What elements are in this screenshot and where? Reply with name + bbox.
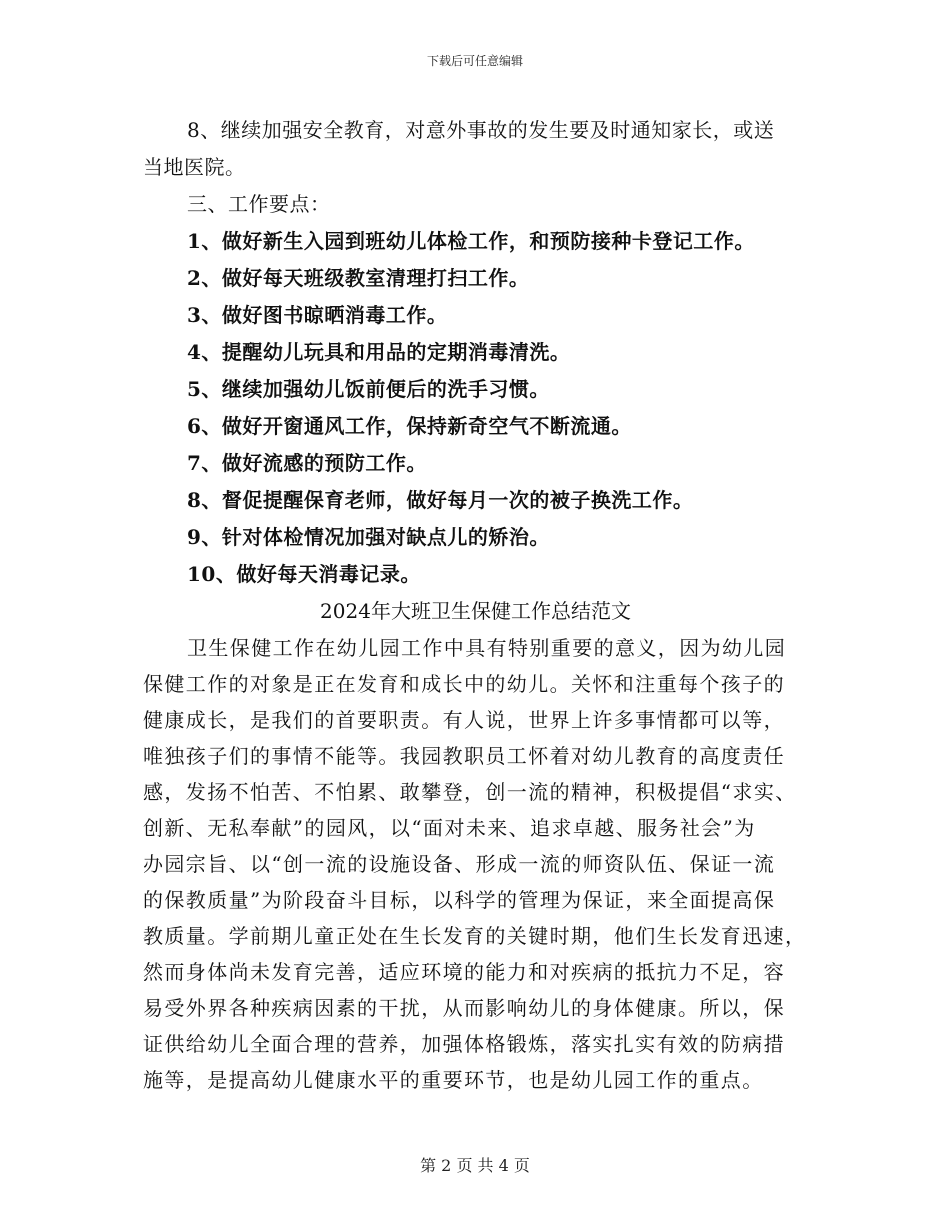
intro-line: 8、继续加强安全教育，对意外事故的发生要及时通知家长，或送 bbox=[187, 118, 775, 142]
paragraph-line: 感，发扬不怕苦、不怕累、敢攀登，创一流的精神，积极提倡“求实、 bbox=[143, 780, 797, 804]
paragraph-line: 唯独孩子们的事情不能等。我园教职员工怀着对幼儿教育的高度责任 bbox=[143, 744, 785, 768]
list-item: 1、做好新生入园到班幼儿体检工作，和预防接种卡登记工作。 bbox=[187, 229, 755, 253]
paragraph-line: 教质量。学前期儿童正处在生长发育的关键时期，他们生长发育迅速， bbox=[143, 924, 807, 948]
list-item: 2、做好每天班级教室清理打扫工作。 bbox=[187, 266, 530, 290]
paragraph-line: 创新、无私奉献”的园风，以“面对未来、追求卓越、服务社会”为 bbox=[143, 816, 756, 840]
section-heading: 三、工作要点： bbox=[187, 192, 331, 216]
list-item: 3、做好图书晾晒消毒工作。 bbox=[187, 303, 448, 327]
page-number: 第 2 页 共 4 页 bbox=[420, 1156, 530, 1175]
page-header: 下载后可任意编辑 bbox=[426, 54, 523, 68]
paragraph-line: 的保教质量”为阶段奋斗目标，以科学的管理为保证，来全面提高保 bbox=[143, 888, 776, 912]
paragraph-line: 证供给幼儿全面合理的营养，加强体格锻炼，落实扎实有效的防病措 bbox=[143, 1032, 785, 1056]
paragraph-line: 健康成长，是我们的首要职责。有人说，世界上许多事情都可以等， bbox=[143, 708, 785, 732]
paragraph-line: 然而身体尚未发育完善，适应环境的能力和对疾病的抵抗力不足，容 bbox=[143, 960, 785, 984]
list-item: 4、提醒幼儿玩具和用品的定期消毒清洗。 bbox=[187, 340, 571, 364]
paragraph-line: 办园宗旨、以“创一流的设施设备、形成一流的师资队伍、保证一流 bbox=[143, 852, 776, 876]
work-points-list bbox=[143, 223, 808, 593]
paragraph-line: 卫生保健工作在幼儿园工作中具有特别重要的意义，因为幼儿园 bbox=[187, 636, 787, 660]
list-item: 6、做好开窗通风工作，保持新奇空气不断流通。 bbox=[187, 414, 632, 438]
list-item: 9、针对体检情况加强对缺点儿的矫治。 bbox=[187, 525, 550, 549]
document-body bbox=[143, 112, 808, 1098]
list-item: 5、继续加强幼儿饭前便后的洗手习惯。 bbox=[187, 377, 550, 401]
paragraph-line: 施等，是提高幼儿健康水平的重要环节，也是幼儿园工作的重点。 bbox=[143, 1068, 764, 1092]
list-item: 10、做好每天消毒记录。 bbox=[187, 562, 421, 586]
article-title: 2024年大班卫生保健工作总结范文 bbox=[320, 599, 631, 623]
paragraph-line: 易受外界各种疾病因素的干扰，从而影响幼儿的身体健康。所以，保 bbox=[143, 996, 785, 1020]
intro-line: 当地医院。 bbox=[143, 155, 246, 179]
list-item: 8、督促提醒保育老师，做好每月一次的被子换洗工作。 bbox=[187, 488, 694, 512]
paragraph-line: 保健工作的对象是正在发育和成长中的幼儿。关怀和注重每个孩子的 bbox=[143, 672, 785, 696]
article-paragraph bbox=[143, 630, 808, 1098]
list-item: 7、做好流感的预防工作。 bbox=[187, 451, 427, 475]
